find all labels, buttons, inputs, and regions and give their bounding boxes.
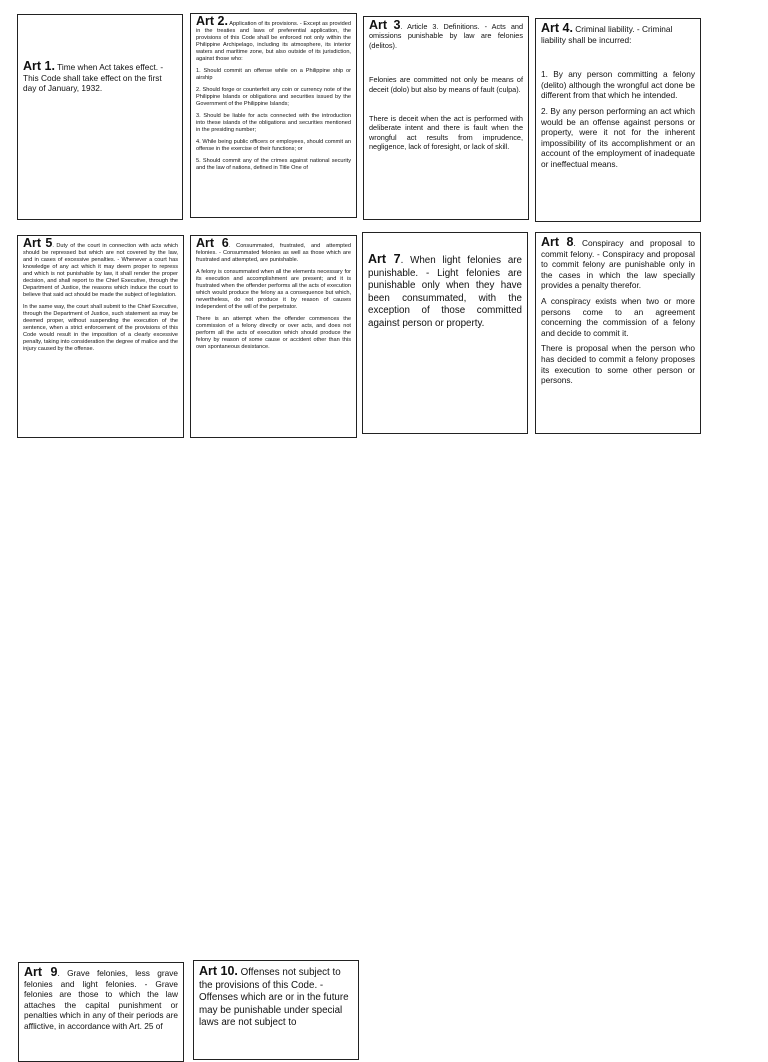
article-7-text: . When light felonies are punishable. - Light felonies are punishable only when they have been consummated, with the exception of those committed against person or property. — [368, 255, 522, 329]
article-3-card — [363, 16, 529, 220]
article-3-intro: . Article 3. Definitions. - Acts and omissions punishable by law are felonies (delitos). — [369, 22, 523, 50]
article-6-intro: . Consummated, frustrated, and attempted felonies. - Consummated felonies as well as those which are frustrated and attempted, are punishable. — [196, 243, 351, 263]
article-8-card — [535, 232, 701, 434]
article-6-heading: Art 6 — [196, 236, 229, 250]
article-9-card — [18, 962, 184, 1062]
article-2-item-4: 4. While being public officers or employees, should commit an offense in the exercise of their functions; or — [196, 139, 351, 152]
article-9-heading: Art 9 — [24, 965, 58, 979]
article-1-text: Time when Act takes effect. - This Code shall take effect on the first day of January, 1932. — [23, 62, 164, 94]
article-5-heading: Art 5 — [23, 236, 53, 250]
article-8-heading: Art 8 — [541, 235, 574, 249]
article-1-heading: Art 1. — [23, 59, 55, 73]
article-5-card — [17, 235, 184, 438]
article-4-card — [535, 18, 701, 222]
article-2-heading: Art 2. — [196, 14, 228, 28]
article-8-intro: . Conspiracy and proposal to commit felony. - Conspiracy and proposal to commit felony are punishable only in the cases in which the law specially provides a penalty therefor. — [541, 238, 695, 291]
article-3-paragraph-3: There is deceit when the act is performed with deliberate intent and there is fault when the wrongful act results from imprudence, negligence, lack of foresight, or lack of skill. — [369, 114, 523, 152]
article-8-paragraph-3: There is proposal when the person who has decided to commit a felony proposes its execution to some other person or persons. — [541, 343, 695, 386]
article-2-item-1: 1. Should commit an offense while on a Philippine ship or airship — [196, 68, 351, 81]
article-6-paragraph-2: A felony is consummated when all the elements necessary for its execution and accomplishment are present; and it is frustrated when the offender performs all the acts of execution which would produce the felony as a consequence but which, nevertheless, do not produce it by reason of causes independent of the will of the perpetrator. — [196, 269, 351, 310]
article-6-paragraph-3: There is an attempt when the offender commences the commission of a felony directly or over acts, and does not perform all the acts of execution which should produce the felony by reason of some cause or accident other than this own spontaneous desistance. — [196, 316, 351, 350]
article-10-text: Offenses not subject to the provisions of this Code. - Offenses which are or in the future may be punishable under special laws are not subject to — [199, 967, 349, 1028]
article-2-intro: Application of its provisions. - Except as provided in the treaties and laws of preferential application, the provisions of this Code shall be enforced not only within the Philippine Archipelago, including its atmosphere, its interior waters and maritime zone, but also outside of its jurisdiction, against those who: — [196, 21, 351, 62]
article-4-intro: Criminal liability. - Criminal liability shall be incurred: — [541, 24, 673, 45]
article-4-paragraph-2: 2. By any person performing an act which would be an offense against persons or property, were it not for the inherent impossibility of its accomplishment or an account of the employment of inadequate or ineffectual means. — [541, 105, 695, 169]
article-6-card — [190, 235, 357, 438]
article-10-heading: Art 10. — [199, 964, 238, 978]
article-4-heading: Art 4. — [541, 21, 573, 35]
article-2-item-3: 3. Should be liable for acts connected with the introduction into these islands of the obligations and securities mentioned in the presiding number; — [196, 113, 351, 133]
article-1-card — [17, 14, 183, 220]
article-5-intro: . Duty of the court in connection with acts which should be repressed but which are not covered by the law, and in cases of excessive penalties. - Whenever a court has knowledge of any act which it may deem proper to repress and which is not punishable by law, it shall render the proper decision, and shall report to the Chief Executive, through the Department of Justice, the reasons which induce the court to believe that said act should be made the subject of legislation. — [23, 243, 179, 298]
article-10-card — [193, 960, 359, 1060]
article-5-paragraph-2: In the same way, the court shall submit to the Chief Executive, through the Department of Justice, such statement as may be deemed proper, without suspending the execution of the sentence, when a strict enforcement of the provisions of this Code would result in the imposition of a clearly excessive penalty, taking into consideration the degree of malice and the injury caused by the offense. — [23, 304, 178, 352]
article-9-text: . Grave felonies, less grave felonies and light felonies. - Grave felonies are those to which the law attaches the capital punishment or penalties which in any of their periods are afflictive, in accordance with Art. 25 of — [24, 968, 179, 1031]
article-8-paragraph-2: A conspiracy exists when two or more persons come to an agreement concerning the commission of a felony and decide to commit it. — [541, 295, 695, 338]
article-3-paragraph-2: Felonies are committed not only be means of deceit (dolo) but also by means of fault (culpa). — [369, 75, 523, 94]
article-4-paragraph-1: 1. By any person committing a felony (delito) although the wrongful act done be different from that which he intended. — [541, 69, 695, 101]
article-2-item-5: 5. Should commit any of the crimes against national security and the law of nations, defined in Title One of — [196, 158, 351, 171]
article-7-heading: Art 7 — [368, 252, 401, 266]
article-7-card — [362, 232, 528, 434]
article-2-card — [190, 13, 357, 218]
article-3-heading: Art 3 — [369, 18, 401, 32]
article-2-item-2: 2. Should forge or counterfeit any coin or currency note of the Philippine Islands or obligations and securities issued by the Government of the Philippine Islands; — [196, 87, 351, 107]
